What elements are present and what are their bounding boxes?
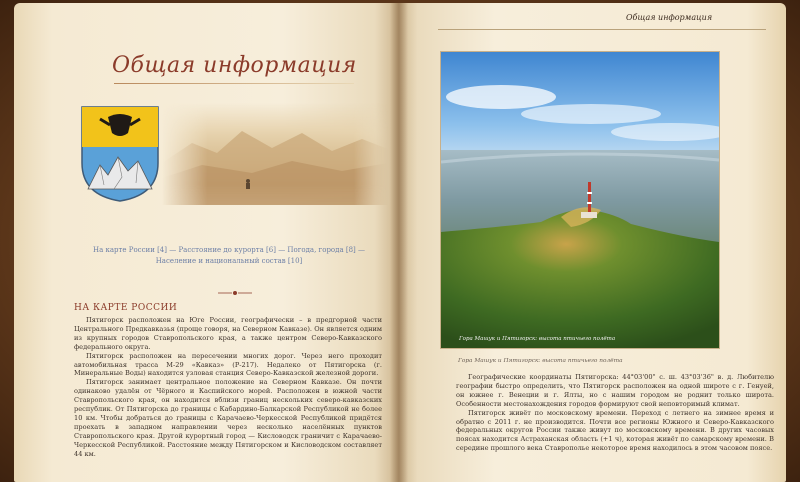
coat-of-arms-icon [78, 103, 162, 203]
paragraph: Географические координаты Пятигорска: 44°03'00" с. ш. 43°03'36" в. д. Любителю географии быстро определить, что Пятигорск расположен на одной широте с г. Генуей, он южнее г. Венеции и г. Ялты, но с нашим городом не роднит только широта. Особенности местонахождения городов формируют свой неповторимый климат. [456, 373, 774, 408]
ornament-divider-icon [218, 281, 252, 287]
open-book [14, 3, 786, 482]
running-header: Общая информация [626, 13, 713, 22]
photo-caption: Гора Машук и Пятигорск: высота птичьего полёта [458, 358, 623, 364]
paragraph: Пятигорск занимает центральное положение на Северном Кавказе. Он почти одинаково удалён от Чёрного и Каспийского морей. Расположен в южной части Ставропольского края, он находится вблизи границ нескольких северо-кавказских республик. От Пятигорска до границы с Кабардино-Балкарской Республикой не более 10 км. Чтобы добраться до границы с Карачаево-Черкесской Республикой придётся проехать в западном направлении через несколько населённых пунктов Ставропольского края. Другой курортный город — Кисловодск граничит с Карачаево-Черкесской Республикой. Расстояние между Пятигорском и Кисловодском составляет 44 км. [74, 378, 382, 458]
section-heading: НА КАРТЕ РОССИИ [74, 303, 178, 313]
mountain-landscape-illustration [162, 103, 388, 205]
section-legend: На карте России [4] — Расстояние до курорта [6] — Погода, города [8] — Население и национальный состав [10] [92, 246, 365, 265]
paragraph: Пятигорск расположен на пересечении многих дорог. Через него проходит автомобильная трасса М-29 «Кавказ» (Р-217). Недалеко от Пятигорска (г. Минеральные Воды) находится узловая станция Северо-Кавказской железной дороги. [74, 351, 382, 378]
right-page [398, 3, 786, 482]
right-body-text [456, 373, 774, 453]
book-gutter [390, 3, 408, 482]
page-title: Общая информация [112, 53, 357, 78]
paragraph: Пятигорск расположен на Юге России, географически – в предгорной части Центрального Предкавказья (проще говоря, на Северном Кавказе). Он является одним из крупных городов Ставропольского края, а также центром Северо-Кавказского федерального округа. [74, 316, 382, 351]
photo-inner-caption: Гора Машук и Пятигорск: высота птичьего полёта [459, 336, 616, 342]
aerial-photo [440, 51, 720, 349]
left-page [14, 3, 398, 482]
header-rule [438, 29, 766, 30]
paragraph: Пятигорск живёт по московскому времени. Переход с летнего на зимнее время и обратно с 2011 г. не производится. Почти все регионы Южного и Северо-Кавказского федеральных округов России также живут по московскому времени. В других часовых поясах находится Астраханская область (+1 ч), которая живёт по самарскому времени. В середине прошлого века Ставрополье некоторое время находилось в этом часовом поясе. [456, 408, 774, 453]
title-underline [114, 83, 354, 84]
left-body-text [74, 316, 382, 459]
